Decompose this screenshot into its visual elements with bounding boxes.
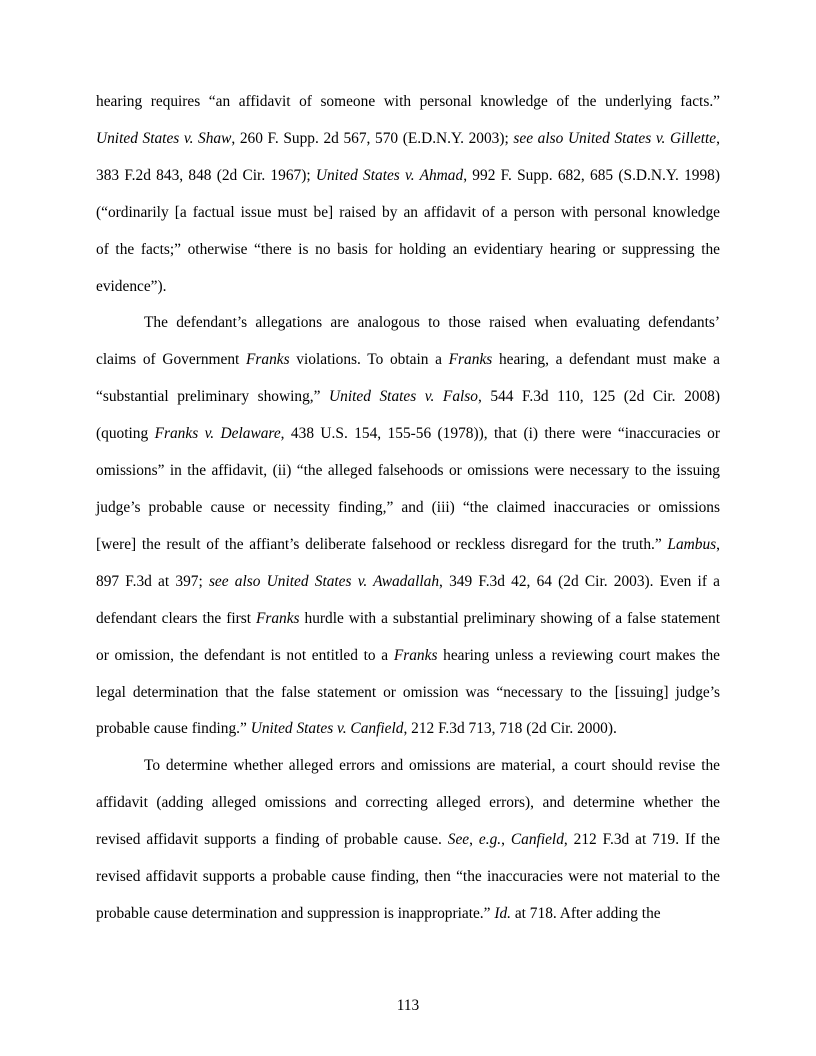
paragraph-2 bbox=[96, 305, 720, 748]
text-run: To determine whether alleged errors and omissions are material, a court should revise the bbox=[144, 757, 720, 775]
text-line bbox=[96, 121, 720, 158]
case-citation: see also United States v. Gillette bbox=[513, 129, 717, 147]
text-run: hearing unless a reviewing court makes the bbox=[437, 646, 720, 664]
text-run: , bbox=[716, 129, 720, 147]
case-citation: See bbox=[447, 831, 470, 849]
text-line bbox=[96, 896, 720, 933]
text-line bbox=[96, 158, 720, 195]
case-citation: United States v. Canfield bbox=[250, 720, 404, 738]
text-line bbox=[96, 379, 720, 416]
case-citation: United States v. Ahmad bbox=[315, 166, 464, 184]
text-run: omissions” in the affidavit, (ii) “the alleged falsehoods or omissions were necessary to the issuing bbox=[96, 462, 720, 480]
case-citation: Franks bbox=[255, 609, 300, 627]
text-line bbox=[96, 822, 720, 859]
case-citation: Franks bbox=[393, 646, 438, 664]
text-line bbox=[96, 785, 720, 822]
text-line bbox=[96, 527, 720, 564]
text-run: , bbox=[716, 535, 720, 553]
text-run: [were] the result of the affiant’s deliberate falsehood or reckless disregard for the truth.” bbox=[96, 535, 668, 553]
text-line bbox=[96, 269, 720, 306]
text-line bbox=[96, 748, 720, 785]
text-run: , 992 F. Supp. 682, 685 (S.D.N.Y. 1998) bbox=[463, 166, 720, 184]
case-citation: see also United States v. Awadallah bbox=[208, 572, 440, 590]
text-line bbox=[96, 711, 720, 748]
text-run: , 349 F.3d 42, 64 (2d Cir. 2003). Even if a bbox=[439, 572, 720, 590]
text-run: , 260 F. Supp. 2d 567, 570 (E.D.N.Y. 2003); bbox=[231, 129, 514, 147]
text-line bbox=[96, 859, 720, 896]
text-line bbox=[96, 601, 720, 638]
text-run: probable cause determination and suppression is inappropriate.” bbox=[96, 904, 495, 922]
text-run: , 544 F.3d 110, 125 (2d Cir. 2008) bbox=[477, 388, 721, 406]
paragraph-3 bbox=[96, 748, 720, 933]
text-line bbox=[96, 232, 720, 269]
text-run: hearing, a defendant must make a bbox=[492, 351, 720, 369]
case-citation: e.g. bbox=[478, 831, 502, 849]
text-line bbox=[96, 675, 720, 712]
text-run: at 718. After adding the bbox=[511, 904, 661, 922]
text-run: , 212 F.3d at 719. If the bbox=[563, 831, 720, 849]
case-citation: Id. bbox=[494, 904, 511, 922]
text-run: evidence”). bbox=[96, 277, 167, 295]
text-run: hearing requires “an affidavit of someone with personal knowledge of the underlying facts.” bbox=[96, 93, 720, 110]
text-run: revised affidavit supports a finding of probable cause. bbox=[96, 831, 448, 849]
text-line bbox=[96, 638, 720, 675]
text-run: or omission, the defendant is not entitled to a bbox=[96, 646, 394, 664]
case-citation: United States v. Falso bbox=[329, 388, 478, 406]
text-run: of the facts;” otherwise “there is no basis for holding an evidentiary hearing or suppressing the bbox=[96, 240, 720, 258]
case-citation: Franks bbox=[246, 351, 290, 369]
text-run: hurdle with a substantial preliminary showing of a false statement bbox=[299, 609, 720, 627]
text-run: , bbox=[469, 831, 479, 849]
text-run: , bbox=[501, 831, 511, 849]
text-run: revised affidavit supports a probable cause finding, then “the inaccuracies were not material to the bbox=[96, 868, 720, 886]
text-run: , 438 U.S. 154, 155-56 (1978)), that (i) there were “inaccuracies or bbox=[280, 425, 720, 443]
case-citation: Canfield bbox=[510, 831, 564, 849]
text-line bbox=[96, 416, 720, 453]
text-run: probable cause finding.” bbox=[96, 720, 251, 738]
text-run: (“ordinarily [a factual issue must be] raised by an affidavit of a person with personal knowledge bbox=[96, 203, 720, 221]
text-line bbox=[96, 453, 720, 490]
page-number: 113 bbox=[396, 997, 420, 1014]
text-run: affidavit (adding alleged omissions and correcting alleged errors), and determine whether the bbox=[96, 794, 720, 812]
text-line bbox=[96, 564, 720, 601]
text-run: legal determination that the false statement or omission was “necessary to the [issuing] judge’s bbox=[96, 683, 720, 701]
text-run: claims of Government bbox=[96, 351, 246, 369]
text-line bbox=[96, 342, 720, 379]
document-body bbox=[96, 84, 720, 933]
case-citation: Franks v. Delaware bbox=[154, 425, 281, 443]
text-line bbox=[96, 490, 720, 527]
text-run: “substantial preliminary showing,” bbox=[96, 388, 330, 406]
case-citation: Lambus bbox=[667, 535, 717, 553]
text-line bbox=[96, 84, 720, 121]
text-run: The defendant’s allegations are analogous to those raised when evaluating defendants’ bbox=[144, 314, 720, 332]
text-run: defendant clears the first bbox=[96, 609, 256, 627]
text-line bbox=[96, 305, 720, 342]
text-run: 383 F.2d 843, 848 (2d Cir. 1967); bbox=[96, 166, 316, 184]
text-run: (quoting bbox=[96, 425, 155, 443]
text-run: judge’s probable cause or necessity finding,” and (iii) “the claimed inaccuracies or omissions bbox=[96, 498, 720, 516]
text-run: , 212 F.3d 713, 718 (2d Cir. 2000). bbox=[403, 720, 617, 738]
text-run: 897 F.3d at 397; bbox=[96, 572, 209, 590]
text-line bbox=[96, 195, 720, 232]
paragraph-1 bbox=[96, 84, 720, 305]
case-citation: Franks bbox=[448, 351, 493, 369]
case-citation: United States v. Shaw bbox=[96, 129, 232, 147]
text-run: violations. To obtain a bbox=[289, 351, 449, 369]
